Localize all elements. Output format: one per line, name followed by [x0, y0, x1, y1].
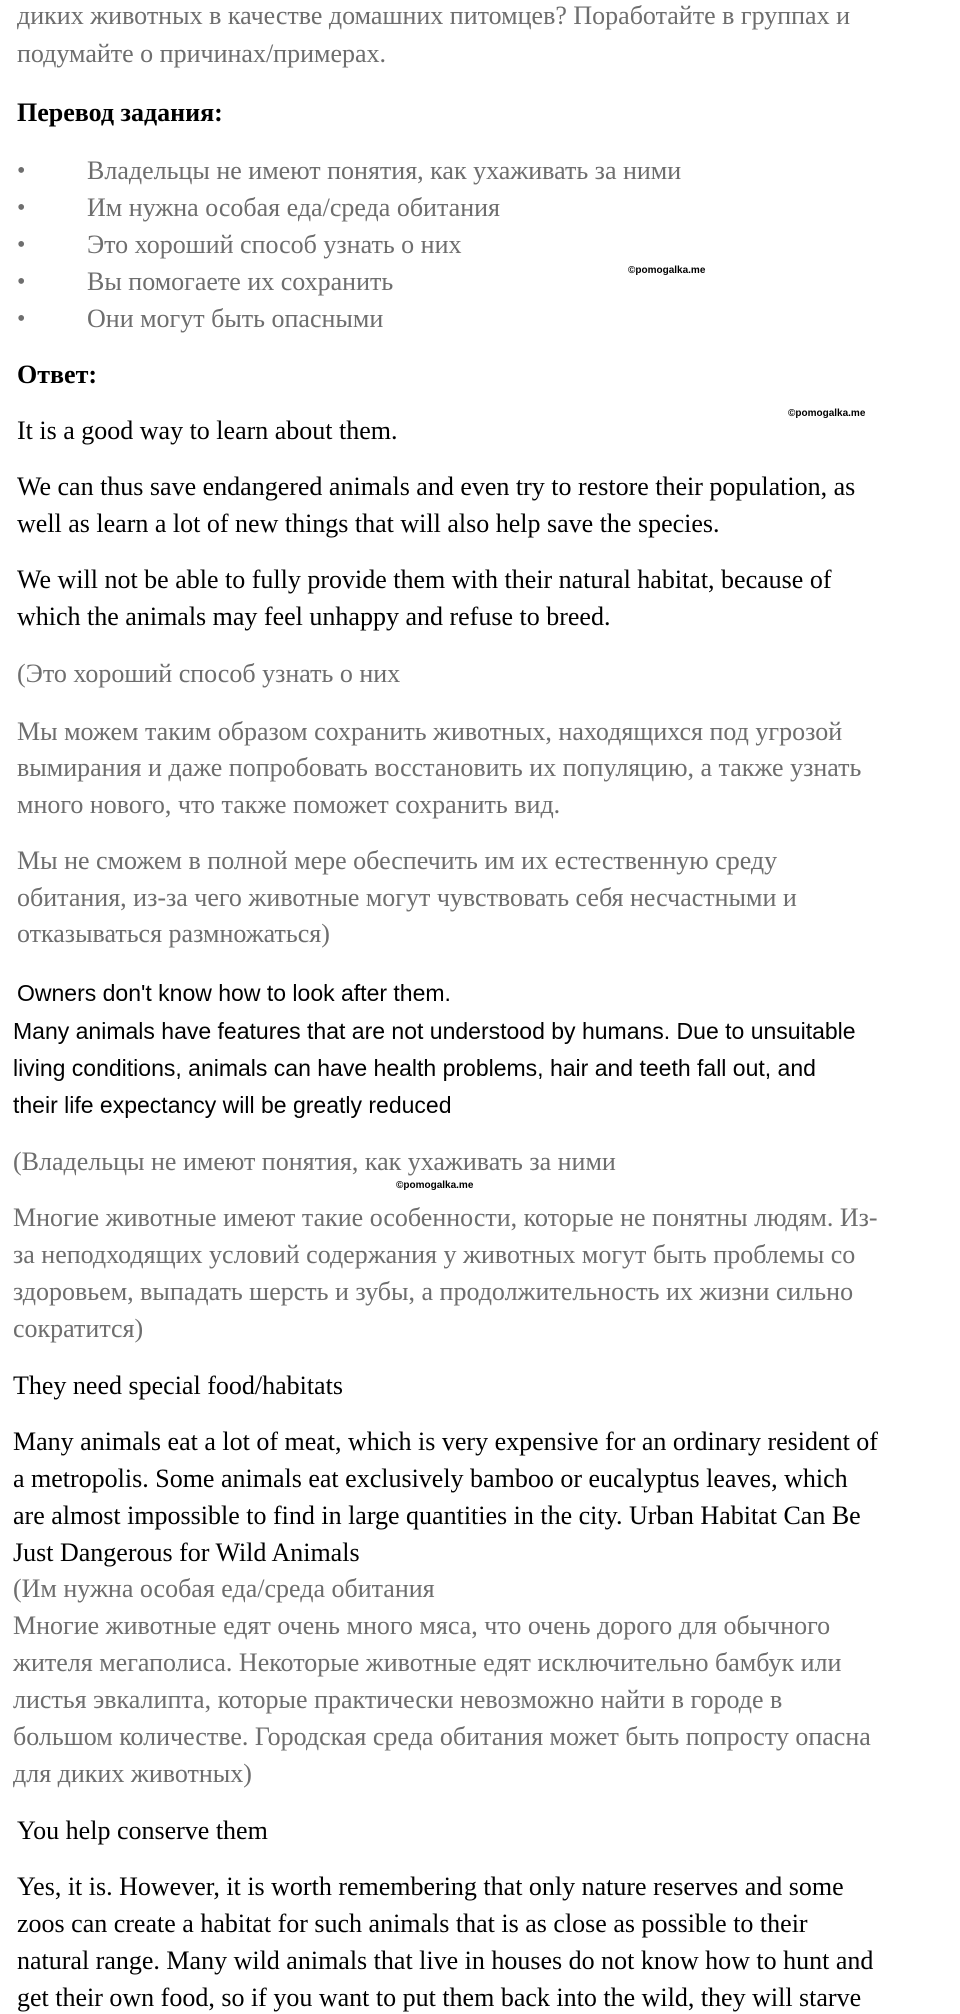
bullet-icon: • — [17, 195, 26, 221]
list-item-text: Вы помогаете их сохранить — [87, 267, 394, 296]
list-item-text: Им нужна особая еда/среда обитания — [87, 193, 500, 222]
answer-ru-title: (Владельцы не имеют понятия, как ухаживать за ними — [13, 1147, 616, 1176]
answer-en-paragraph: Many animals eat a lot of meat, which is very expensive for an ordinary resident of — [13, 1427, 878, 1456]
answer-en-paragraph: well as learn a lot of new things that will also help save the species. — [17, 509, 720, 538]
answer-ru-paragraph: здоровьем, выпадать шерсть и зубы, а продолжительность их жизни сильно — [13, 1277, 854, 1306]
translation-heading: Перевод задания: — [17, 98, 223, 127]
answer-ru-paragraph: Мы не сможем в полной мере обеспечить им их естественную среду — [17, 846, 778, 875]
answer-en-paragraph: We can thus save endangered animals and even try to restore their population, as — [17, 472, 856, 501]
answer-ru-title: (Это хороший способ узнать о них — [17, 659, 401, 688]
list-item-text: Они могут быть опасными — [87, 304, 384, 333]
answer-en-paragraph: which the animals may feel unhappy and refuse to breed. — [17, 602, 611, 631]
answer-ru-paragraph: жителя мегаполиса. Некоторые животные едят исключительно бамбук или — [13, 1648, 842, 1677]
watermark: ©pomogalka.me — [788, 408, 866, 419]
answer-en-paragraph: their life expectancy will be greatly reduced — [13, 1092, 452, 1118]
watermark: ©pomogalka.me — [628, 265, 706, 276]
answer-ru-paragraph: большом количестве. Городская среда обитания может быть попросту опасна — [13, 1722, 871, 1751]
bullet-icon: • — [17, 306, 26, 332]
answer-ru-paragraph: много нового, что также поможет сохранить вид. — [17, 790, 561, 819]
answer-en-title: They need special food/habitats — [13, 1371, 343, 1400]
answer-ru-paragraph: сократится) — [13, 1314, 144, 1343]
answer-en-paragraph: zoos can create a habitat for such animals that is as close as possible to their — [17, 1909, 808, 1938]
answer-ru-title: (Им нужна особая еда/среда обитания — [13, 1574, 435, 1603]
answer-en-paragraph: get their own food, so if you want to put them back into the wild, they will starve — [17, 1983, 862, 2012]
answer-en-paragraph: Many animals have features that are not understood by humans. Due to unsuitable — [13, 1018, 856, 1044]
answer-en-title: It is a good way to learn about them. — [17, 416, 398, 445]
watermark: ©pomogalka.me — [396, 1180, 474, 1191]
answer-en-paragraph: Just Dangerous for Wild Animals — [13, 1538, 360, 1567]
answer-en-paragraph: a metropolis. Some animals eat exclusively bamboo or eucalyptus leaves, which — [13, 1464, 848, 1493]
answer-ru-paragraph: листья эвкалипта, которые практически невозможно найти в городе в — [13, 1685, 783, 1714]
answer-ru-paragraph: для диких животных) — [13, 1759, 252, 1788]
answer-en-paragraph: living conditions, animals can have health problems, hair and teeth fall out, and — [13, 1055, 816, 1081]
bullet-icon: • — [17, 158, 26, 184]
answer-en-paragraph: Yes, it is. However, it is worth remembering that only nature reserves and some — [17, 1872, 844, 1901]
answer-en-paragraph: We will not be able to fully provide them with their natural habitat, because of — [17, 565, 832, 594]
answer-en-title: You help conserve them — [17, 1816, 268, 1845]
answer-ru-paragraph: отказываться размножаться) — [17, 919, 330, 948]
bullet-icon: • — [17, 269, 26, 295]
list-item-text: Владельцы не имеют понятия, как ухаживать за ними — [87, 156, 682, 185]
list-item-text: Это хороший способ узнать о них — [87, 230, 462, 259]
answer-en-paragraph: natural range. Many wild animals that live in houses do not know how to hunt and — [17, 1946, 874, 1975]
answer-ru-paragraph: за неподходящих условий содержания у животных могут быть проблемы со — [13, 1240, 856, 1269]
answer-ru-paragraph: вымирания и даже попробовать восстановить их популяцию, а также узнать — [17, 753, 862, 782]
answer-ru-paragraph: обитания, из-за чего животные могут чувствовать себя несчастными и — [17, 883, 797, 912]
bullet-icon: • — [17, 232, 26, 258]
answer-heading: Ответ: — [17, 360, 98, 389]
answer-ru-paragraph: Многие животные едят очень много мяса, что очень дорого для обычного — [13, 1611, 831, 1640]
intro-line: подумайте о причинах/примерах. — [17, 39, 387, 68]
answer-ru-paragraph: Многие животные имеют такие особенности, которые не понятны людям. Из- — [13, 1203, 878, 1232]
answer-en-title: Owners don't know how to look after them. — [17, 980, 451, 1006]
answer-en-paragraph: are almost impossible to find in large quantities in the city. Urban Habitat Can Be — [13, 1501, 861, 1530]
answer-ru-paragraph: Мы можем таким образом сохранить животных, находящихся под угрозой — [17, 717, 843, 746]
intro-line: диких животных в качестве домашних питомцев? Поработайте в группах и — [17, 1, 851, 30]
